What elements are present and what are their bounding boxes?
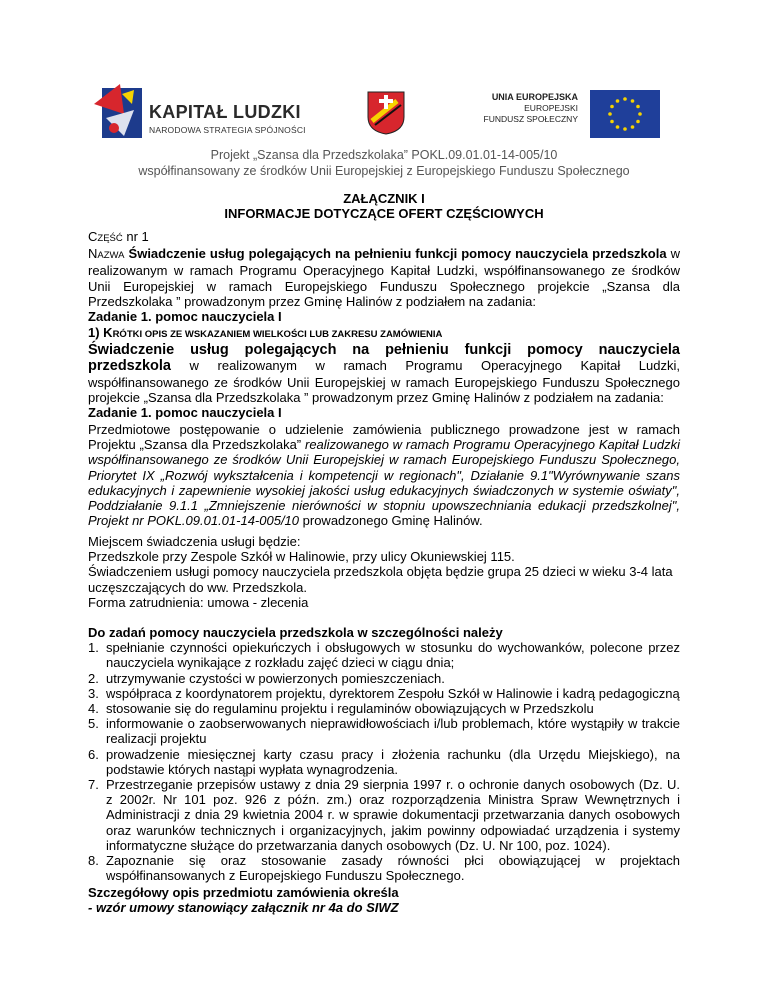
header-logos (0, 84, 768, 144)
eu-flag-icon (590, 90, 660, 138)
kapital-ludzki-title: KAPITAŁ LUDZKI (149, 102, 301, 122)
section-1 (88, 325, 680, 420)
list-item: 5. informowanie o zaobserwowanych nieprawidłowościach i/lub problemach, które wystąpiły w trakcie realizacji projektu (88, 716, 680, 747)
section-1-body: Świadczenie usług polegających na pełnieniu funkcji pomocy nauczyciela przedszkola w realizowanym w ramach Programu Operacyjnego Kapitał Ludzki, współfinansowanego ze środków Unii Europejskiej w ramach Europejskiego Funduszu Społecznego projekcie „Szansa dla Przedszkolaka ” prowadzonym przez Gminę Halinów z podziałem na zadania: (88, 342, 680, 405)
part-label: CZĘŚĆ nr 1 (88, 229, 149, 244)
section-1-task: Zadanie 1. pomoc nauczyciela I (88, 405, 282, 421)
list-item: 4. stosowanie się do regulaminu projektu i regulaminów obowiązujących w Przedszkolu (88, 701, 594, 717)
list-item: 7. Przestrzeganie przepisów ustawy z dnia 29 sierpnia 1997 r. o ochronie danych osobowych (Dz. U. z 2002r. Nr 101 poz. 926 z późn. zm.) oraz rozporządzenia Ministra Spraw Wewnętrznych i Administracji z dnia 29 kwietnia 2004 r. w sprawie dokumentacji przetwarzania danych osobowych oraz warunków technicznych i organizacyjnych, jakim powinny odpowiadać urządzenia i systemy informatyczne służące do przetwarzania danych osobowych (Dz. U. Nr 100, poz. 1024). (88, 777, 680, 853)
list-item: 6. prowadzenie miesięcznej karty czasu pracy i złożenia rachunku (dla Urzędu Miejskiego), na podstawie których nastąpi wypłata wynagrodzenia. (88, 746, 680, 777)
procedure-part2: realizowanego w ramach Programu Operacyjnego Kapitał Ludzki współfinansowanego ze środków Unii Europejskiej w ramach Europejskiego Funduszu Społecznego, Priorytet IX „Rozwój wykształcenia i kompetencji w regionach", Działanie 9.1"Wyrównywanie szans edukacyjnych i zapewnienie wysokiej jakości usług edukacyjnych świadczonych w systemie oświaty", Poddziałanie 9.1.1 „Zmniejszenie nierówności w stopniu upowszechniania edukacji przedszkolnej", Projekt nr POKL.09.01.01-14-005/10 (88, 437, 680, 529)
detail-section (88, 885, 680, 915)
eu-line3: FUNDUSZ SPOŁECZNY (483, 114, 578, 124)
list-item: 8. Zapoznanie się oraz stosowanie zasady równości płci obowiązującej w projektach współfinansowanych z Europejskiego Funduszu Społecznego. (88, 853, 680, 884)
list-item: 2. utrzymywanie czystości w powierzonych pomieszczeniach. (88, 670, 445, 686)
detail-heading: Szczegółowy opis przedmiotu zamówienia określa (88, 885, 399, 900)
kapital-ludzki-mark-icon (94, 84, 144, 142)
place-section (88, 534, 680, 610)
detail-sub: - wzór umowy stanowiący załącznik nr 4a do SIWZ (88, 900, 399, 916)
duties-heading: Do zadań pomocy nauczyciela przedszkola w szczególności należy (88, 625, 503, 640)
procedure-paragraph (88, 422, 680, 528)
eu-title: UNIA EUROPEJSKA (491, 92, 578, 102)
procedure-part3: prowadzonego Gminę Halinów. (299, 513, 483, 529)
part-task: Zadanie 1. pomoc nauczyciela I (88, 309, 282, 325)
kapital-ludzki-subtitle: NARODOWA STRATEGIA SPÓJNOŚCI (149, 125, 306, 135)
list-item: 1. spełnianie czynności opiekuńczych i obsługowych w stosunku do wychowanków, polecone przez nauczyciela wynikające z rozkładu zajęć dzieci w ciągu dnia; (88, 640, 680, 671)
duties-section (88, 625, 680, 883)
place-line-4: Forma zatrudnienia: umowa - zlecenia (88, 594, 309, 610)
section-1-heading: 1) KRÓTKI OPIS ZE WSKAZANIEM WIELKOŚCI LUB ZAKRESU ZAMÓWIENIA (88, 325, 443, 340)
eu-logo (470, 90, 660, 138)
gmina-crest-icon (367, 91, 405, 135)
eu-line2: EUROPEJSKI (524, 103, 578, 113)
procedure-part1: Przedmiotowe postępowanie o udzielenie zamówienia publicznego prowadzone jest w ramach Projektu „Szansa dla Przedszkolaka” (88, 422, 680, 453)
place-line-1: Miejscem świadczenia usługi będzie: (88, 534, 301, 549)
part-name: NAZWA Świadczenie usług polegających na pełnieniu funkcji pomocy nauczyciela przedszkola w realizowanym w ramach Programu Operacyjnego Kapitał Ludzki, współfinansowanego ze środków Unii Europejskiej w ramach Europejskiego Funduszu Społecznego projekcie „Szansa dla Przedszkolaka ” prowadzonym przez Gminę Halinów z podziałem na zadania: (88, 246, 680, 309)
annex-title: ZAŁĄCZNIK I (343, 191, 425, 206)
place-line-3: Świadczeniem usługi pomocy nauczyciela przedszkola objęta będzie grupa 25 dzieci w wieku 3-4 lata uczęszczających do ww. Przedszkola. (88, 564, 673, 595)
project-line-2: współfinansowany ze środków Unii Europejskiej z Europejskiego Funduszu Społecznego (138, 164, 630, 178)
part-section (88, 229, 680, 324)
kapital-ludzki-logo (94, 84, 324, 142)
annex-subtitle: INFORMACJE DOTYCZĄCE OFERT CZĘŚCIOWYCH (224, 206, 544, 221)
duties-list (88, 640, 680, 883)
eu-text (484, 92, 578, 125)
project-line-1: Projekt „Szansa dla Przedszkolaka” POKL.09.01.01-14-005/10 (210, 148, 558, 162)
list-item: 3. współpraca z koordynatorem projektu, dyrektorem Zespołu Szkół w Halinowie i kadrą pedagogiczną (88, 685, 680, 701)
place-line-2: Przedszkole przy Zespole Szkół w Halinowie, przy ulicy Okuniewskiej 115. (88, 549, 515, 565)
